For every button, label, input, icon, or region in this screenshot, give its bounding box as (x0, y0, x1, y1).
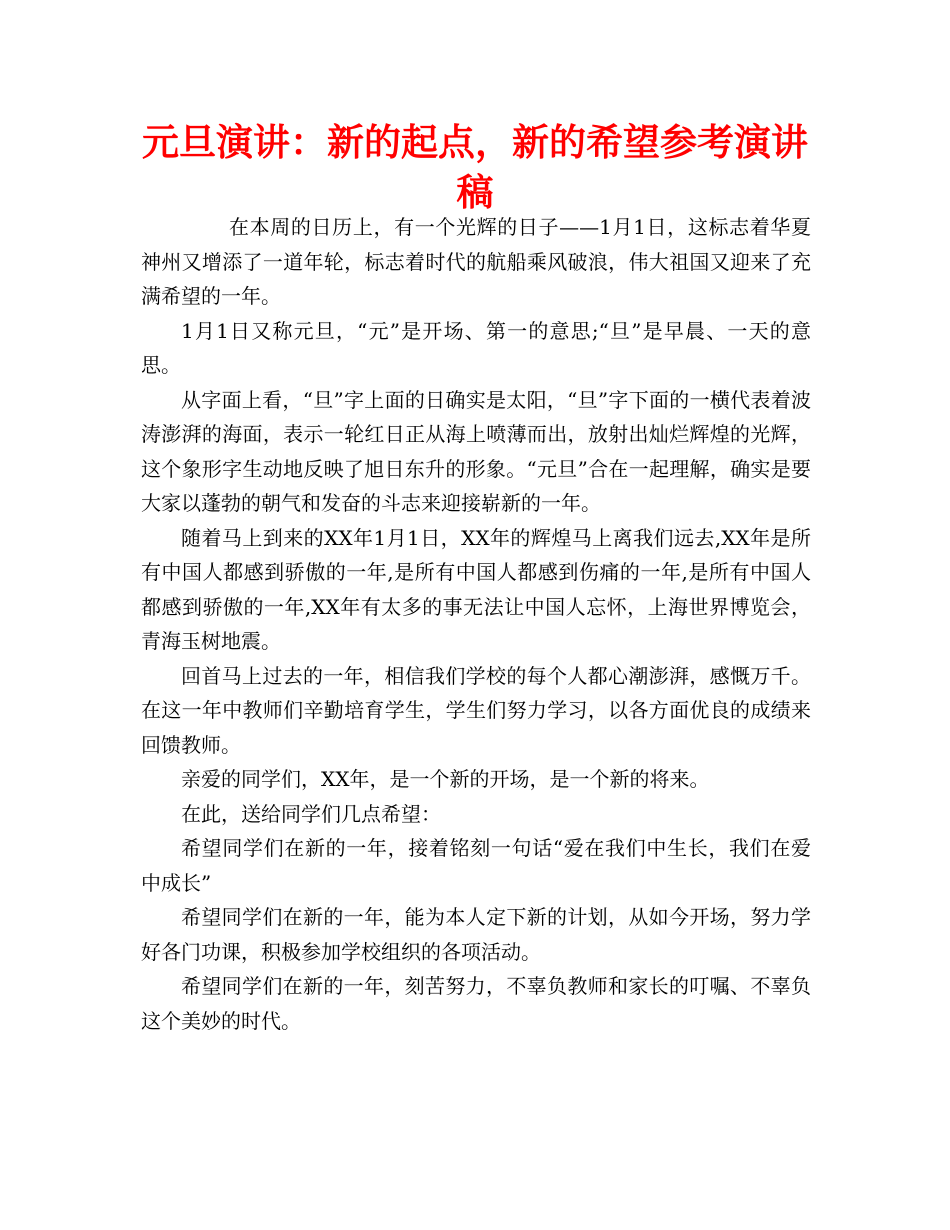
paragraph: 希望同学们在新的一年，接着铭刻一句话“爱在我们中生长，我们在爱中成长” (141, 836, 811, 895)
document-body (141, 210, 811, 1038)
paragraph: 从字面上看，“旦”字上面的日确实是太阳，“旦”字下面的一横代表着波涛澎湃的海面，表示一轮红日正从海上喷薄而出，放射出灿烂辉煌的光辉，这个象形字生动地反映了旭日东升的形象。“元旦”合在一起理解，确实是要大家以蓬勃的朝气和发奋的斗志来迎接崭新的一年。 (141, 387, 811, 515)
document-title: 元旦演讲：新的起点，新的希望参考演讲稿 (142, 121, 808, 214)
paragraph: 1月1日又称元旦，“元”是开场、第一的意思;“旦”是早晨、一天的意思。 (141, 318, 811, 377)
paragraph: 随着马上到来的XX年1月1日，XX年的辉煌马上离我们远去,XX年是所有中国人都感到骄傲的一年,是所有中国人都感到伤痛的一年,是所有中国人都感到骄傲的一年,XX年有太多的事无法让中国人忘怀，上海世界博览会，青海玉树地震。 (141, 525, 811, 653)
paragraph: 希望同学们在新的一年，刻苦努力，不辜负教师和家长的叮嘱、不辜负这个美妙的时代。 (141, 974, 811, 1033)
paragraph: 在此，送给同学们几点希望： (181, 801, 441, 826)
paragraph: 在本周的日历上，有一个光辉的日子——1月1日，这标志着华夏神州又增添了一道年轮，标志着时代的航船乘风破浪，伟大祖国又迎来了充满希望的一年。 (141, 215, 811, 308)
paragraph: 希望同学们在新的一年，能为本人定下新的计划，从如今开场，努力学好各门功课，积极参加学校组织的各项活动。 (141, 905, 811, 964)
paragraph: 亲爱的同学们，XX年，是一个新的开场，是一个新的将来。 (181, 767, 710, 791)
paragraph: 回首马上过去的一年，相信我们学校的每个人都心潮澎湃，感慨万千。在这一年中教师们辛勤培育学生，学生们努力学习，以各方面优良的成绩来回馈教师。 (141, 663, 811, 757)
